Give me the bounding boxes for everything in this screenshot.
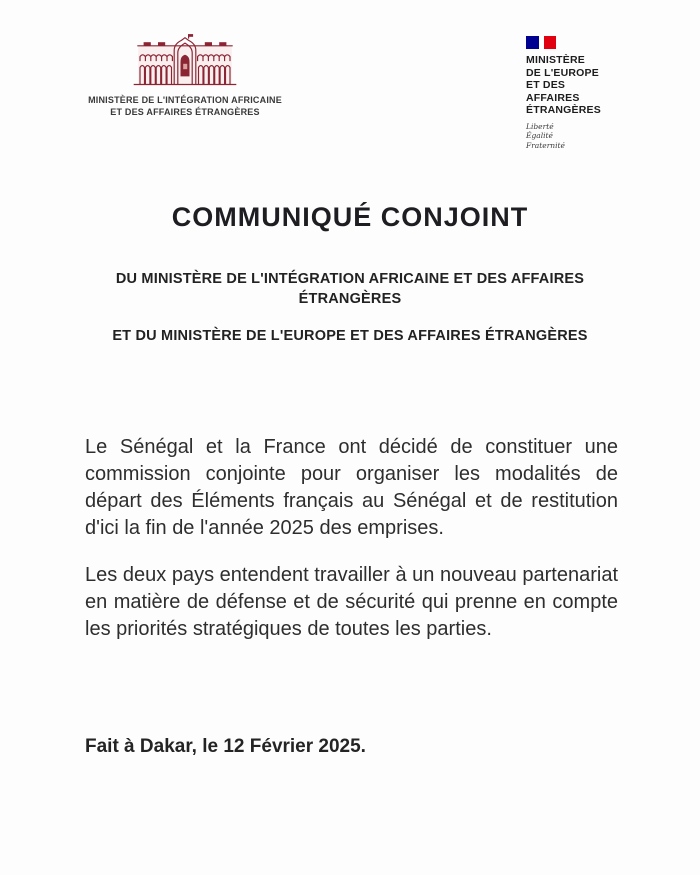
french-ministry-name: MINISTÈRE DE L'EUROPE ET DES AFFAIRES ÉTRANGÈRES	[526, 54, 601, 116]
dateline: Fait à Dakar, le 12 Février 2025.	[85, 736, 366, 757]
subtitle-french-ministry: ET DU MINISTÈRE DE L'EUROPE ET DES AFFAIRES ÉTRANGÈRES	[112, 328, 588, 344]
senegal-caption-line2: ET DES AFFAIRES ÉTRANGÈRES	[110, 106, 260, 117]
document-header	[0, 0, 700, 150]
subtitle-senegal-ministry: DU MINISTÈRE DE L'INTÉGRATION AFRICAINE ET DES AFFAIRES ÉTRANGÈRES	[115, 271, 585, 307]
flag-stripe-blue	[526, 36, 539, 49]
document-body	[85, 434, 618, 643]
senegal-caption-line1: MINISTÈRE DE L'INTÉGRATION AFRICAINE	[88, 95, 282, 105]
french-ministry-block	[526, 34, 612, 150]
senegal-ministry-caption	[88, 95, 282, 118]
paragraph-commission: Le Sénégal et la France ont décidé de constituer une commission conjointe pour organiser les modalités de départ des Éléments français au Sénégal et de restitution d'ici la fin de l'année 2025 des emprises.	[85, 436, 618, 539]
document-title: COMMUNIQUÉ CONJOINT	[171, 202, 529, 232]
french-flag-icon	[526, 36, 556, 49]
french-motto: Liberté Égalité Fraternité	[526, 121, 565, 150]
senegal-ministry-block	[80, 34, 290, 118]
paragraph-partenariat: Les deux pays entendent travailler à un nouveau partenariat en matière de défense et de sécurité qui prenne en compte les priorités stratégiques de toutes les parties.	[85, 564, 618, 640]
flag-stripe-red	[544, 36, 556, 49]
senegal-ministry-building-logo	[131, 34, 239, 90]
